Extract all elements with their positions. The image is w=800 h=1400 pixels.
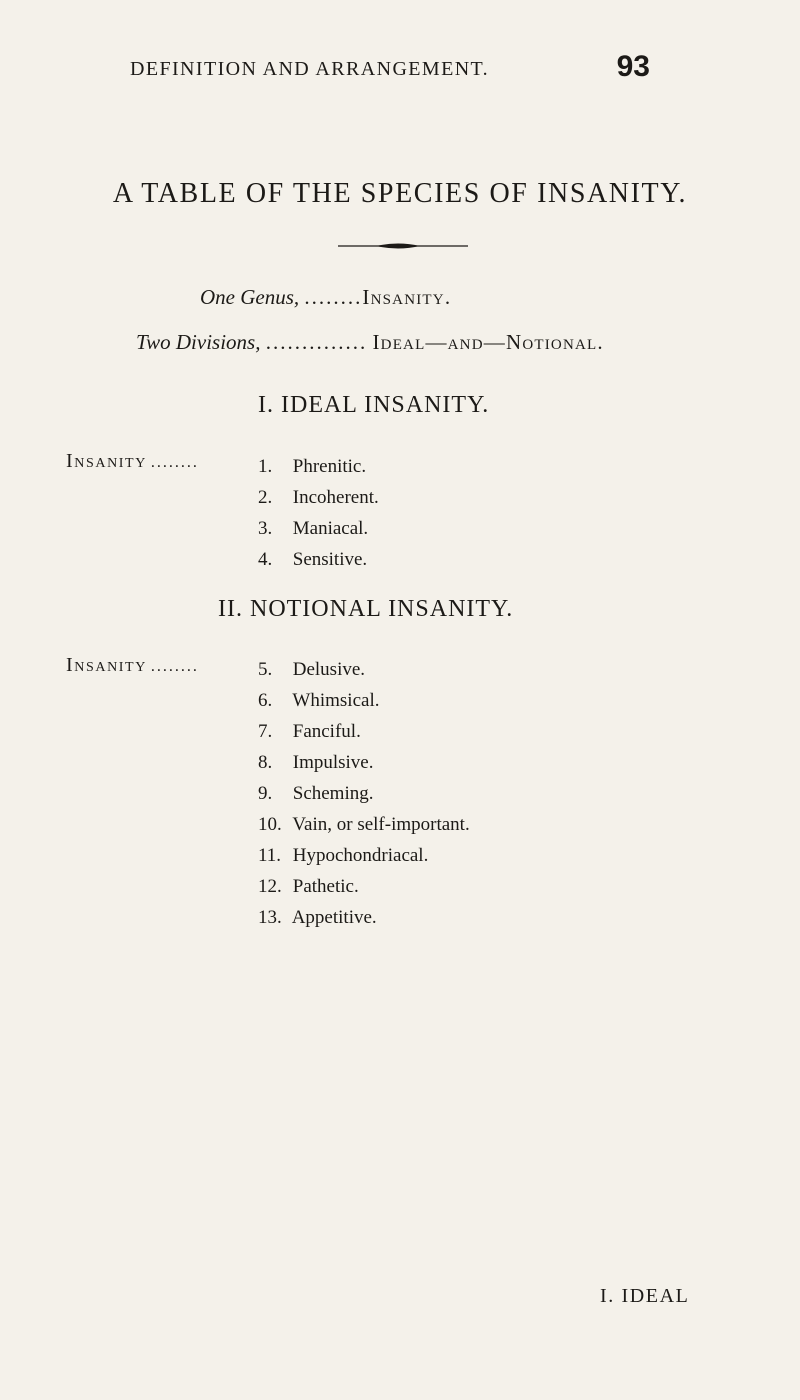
species-item: 13. Appetitive. [258, 907, 377, 928]
species-item: 9. Scheming. [258, 783, 374, 804]
species-item: 8. Impulsive. [258, 752, 374, 773]
running-head-title: DEFINITION AND ARRANGEMENT. [130, 58, 490, 80]
species-item: 4. Sensitive. [258, 549, 368, 570]
ornamental-rule [336, 242, 470, 250]
species-item: 3. Maniacal. [258, 518, 369, 539]
species-item: 1. Phrenitic. [258, 456, 367, 477]
divisions-label: Two Divisions, [136, 330, 261, 354]
species-item: 10. Vain, or self-important. [258, 814, 470, 835]
species-item: 11. Hypochondriacal. [258, 845, 429, 866]
catchword: I. IDEAL [600, 1285, 690, 1307]
species-item: 2. Incoherent. [258, 487, 379, 508]
divisions-dots: .............. [265, 330, 368, 354]
species-item: 6. Whimsical. [258, 690, 380, 711]
divisions-line [136, 330, 604, 355]
genus-value: Insanity. [362, 285, 452, 309]
genus-line [200, 285, 451, 310]
section-heading-notional: II. NOTIONAL INSANITY. [218, 596, 514, 622]
page-title: A TABLE OF THE SPECIES OF INSANITY. [112, 178, 688, 209]
species-item: 5. Delusive. [258, 659, 366, 680]
genus-label: One Genus, [200, 285, 300, 309]
species-item: 7. Fanciful. [258, 721, 361, 742]
page-number: 93 [616, 50, 650, 83]
order-label: Insanity [66, 654, 147, 676]
order-label: Insanity [66, 450, 147, 472]
order-line-ideal [66, 450, 199, 473]
genus-dots: ........ [304, 285, 363, 309]
divisions-value: Ideal—and—Notional. [372, 330, 604, 354]
order-line-notional [66, 654, 199, 677]
order-dots: ........ [150, 454, 199, 471]
species-list-notional [258, 654, 470, 933]
species-item: 12. Pathetic. [258, 876, 359, 897]
species-list-ideal [258, 451, 379, 575]
section-heading-ideal: I. IDEAL INSANITY. [258, 392, 490, 418]
order-dots: ........ [150, 658, 199, 675]
